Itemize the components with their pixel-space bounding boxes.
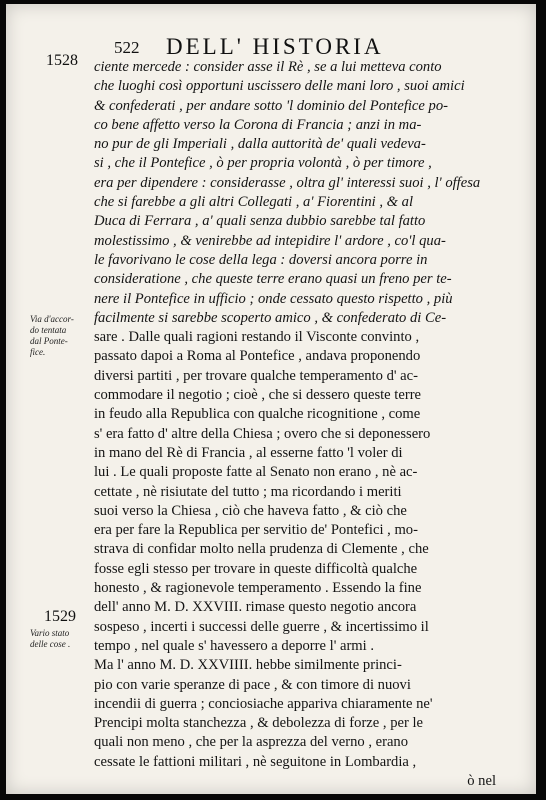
text-line: che luoghi così opportuni uscissero delle mani loro , suoi amici <box>94 78 465 95</box>
margin-note-line: do tentata <box>30 325 67 335</box>
text-line: & confederati , per andare sotto 'l dominio del Pontefice po- <box>94 97 448 114</box>
page-number: 522 <box>114 38 140 57</box>
running-title: DELL' HISTORIA <box>166 34 384 59</box>
text-line: cessate le fattioni militari , nè seguitone in Lombardia , <box>94 753 417 770</box>
text-line: si , che il Pontefice , ò per propria volontà , ò per timore , <box>94 155 432 172</box>
margin-note-line: Vario stato <box>30 628 70 638</box>
margin-year-1528: 1528 <box>46 52 78 69</box>
margin-note-via-daccordo <box>30 314 74 358</box>
body-text <box>94 58 524 791</box>
text-line: in mano del Rè di Francia , al esserne fatto 'l voler di <box>94 444 403 461</box>
text-line: quali non meno , che per la asprezza del verno , erano <box>94 734 409 751</box>
book-page <box>6 4 536 794</box>
text-line: Ma l' anno M. D. XXVIIII. hebbe similmente princi- <box>94 657 402 674</box>
text-line: era per dipendere : considerasse , oltra gl' interessi suoi , l' offesa <box>94 174 481 191</box>
text-line: commodare il negotio ; cioè , che si dessero queste terre <box>94 387 422 404</box>
text-line: consideratione , che queste terre erano quasi un freno per te- <box>94 271 452 288</box>
text-line: strava di confidar molto nella prudenza di Clemente , che <box>94 541 429 558</box>
margin-note-line: dal Ponte- <box>30 336 68 346</box>
text-line: era per fare la Republica per servitio de' Pontefici , mo- <box>94 522 418 539</box>
text-line: honesto , & ragionevole temperamento . Essendo la fine <box>94 580 422 597</box>
text-line: molestissimo , & venirebbe ad intepidire l' ardore , co'l qua- <box>94 232 446 249</box>
text-line: sare . Dalle quali ragioni restando il Visconte convinto , <box>94 329 420 346</box>
margin-note-vario-stato <box>30 628 74 650</box>
text-line: tempo , nel quale s' havessero a deporre l' armi . <box>94 637 375 654</box>
text-line: Duca di Ferrara , a' quali senza dubbio sarebbe tal fatto <box>94 213 426 230</box>
catchword: ò nel <box>467 772 496 789</box>
text-line: no pur de gli Imperiali , dalla auttorità de' quali vedeva- <box>94 136 426 153</box>
text-line: ciente mercede : consider asse il Rè , se a lui metteva conto <box>94 59 442 75</box>
text-line: facilmente si sarebbe scoperto amico , & confederato di Ce- <box>94 309 447 326</box>
text-line: s' era fatto d' altre della Chiesa ; overo che si deponessero <box>94 425 431 442</box>
text-line: incendii di guerra ; conciosiache appariva chiaramente ne' <box>94 695 433 712</box>
text-line: le favorivano le cose della lega : doversi ancora porre in <box>94 251 428 268</box>
text-line: passato dapoi a Roma al Pontefice , andava proponendo <box>94 348 421 365</box>
text-line: Prencipi molta stanchezza , & debolezza di forze , per le <box>94 715 424 732</box>
text-line: diversi partiti , per trovare qualche temperamento d' ac- <box>94 367 418 384</box>
margin-note-line: delle cose . <box>30 639 71 649</box>
text-line: cettate , nè risiutate del tutto ; ma ricordando i meriti <box>94 483 402 500</box>
text-line: co bene affetto verso la Corona di Francia ; anzi in ma- <box>94 116 422 133</box>
margin-note-line: fice. <box>30 347 46 357</box>
text-line: dell' anno M. D. XXVIII. rimase questo negotio ancora <box>94 599 417 616</box>
text-line: che si farebbe a gli altri Collegati , a' Fiorentini , & al <box>94 194 414 211</box>
text-line: sospeso , incerti i successi delle guerre , & incertissimo il <box>94 618 429 635</box>
page-header <box>6 34 536 60</box>
text-line: in feudo alla Republica con qualche ricognitione , come <box>94 406 421 423</box>
text-line: nere il Pontefice in ufficio ; onde cessato questo rispetto , più <box>94 290 453 307</box>
margin-year-1529: 1529 <box>44 608 76 625</box>
margin-note-line: Via d'accor- <box>30 314 74 324</box>
text-line: fosse egli stesso per trovare in queste difficoltà qualche <box>94 560 418 577</box>
text-line: pio con varie speranze di pace , & con timore di nuovi <box>94 676 411 693</box>
text-line: lui . Le quali proposte fatte al Senato non erano , nè ac- <box>94 464 418 481</box>
text-line: suoi verso la Chiesa , ciò che haveva fatto , & ciò che <box>94 502 407 519</box>
